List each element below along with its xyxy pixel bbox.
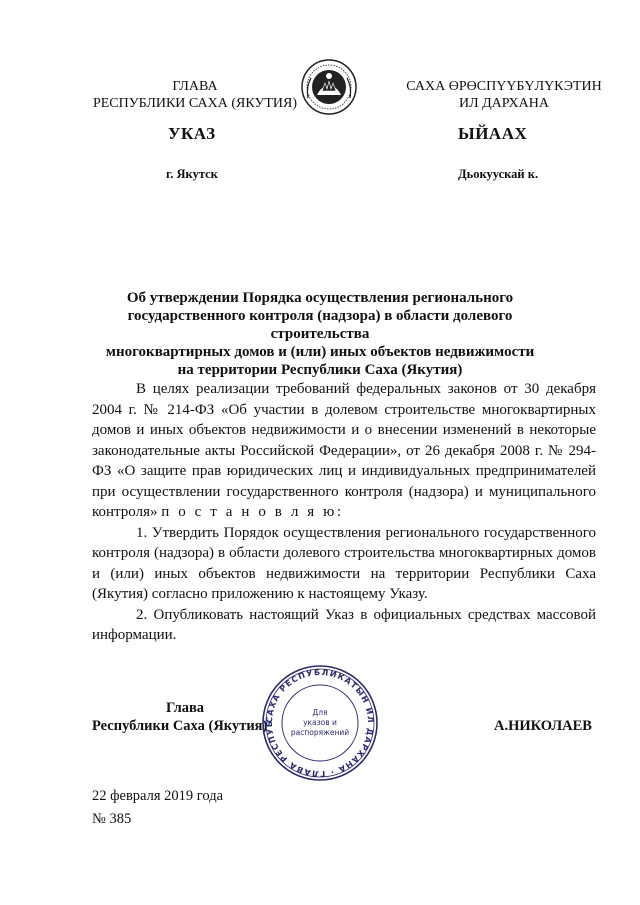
title-line: Об утверждении Порядка осуществления регионального (126, 290, 514, 306)
document-title (90, 289, 550, 379)
paragraph-item-2: 2. Опубликовать настоящий Указ в официальных средствах массовой информации. (92, 606, 596, 643)
signature-title-line1: Глава (166, 700, 205, 716)
document-number: № 385 (92, 811, 132, 827)
header-left (60, 78, 330, 112)
paragraph-item-1: 1. Утвердить Порядок осуществления регионального государственного контроля (надзора) в области долевого строительства многоквартирных домов и (или) иных объектов недвижимости на территории Республики Саха (Якутия) согласно приложению к настоящему Указу. (92, 524, 596, 602)
decree-word: п о с т а н о в л я ю: (161, 504, 344, 520)
stamp-center-line1: Для (312, 708, 328, 717)
title-line: государственного контроля (надзора) в области долевого строительства (127, 308, 513, 342)
header-left-line2: РЕСПУБЛИКИ САХА (ЯКУТИЯ) (92, 96, 298, 111)
title-line: на территории Республики Саха (Якутия) (177, 362, 463, 378)
paragraph-preamble (92, 379, 596, 523)
stamp-center-line3: распоряжений (290, 728, 350, 737)
header-right (388, 78, 620, 112)
stamp-ring-text: САХА РЕСПУБЛИКАТЫН ИЛ ДАРХАНА · ГЛАВА РЕСПУБ (264, 667, 376, 779)
document-body (92, 379, 596, 646)
title-line: многоквартирных домов и (или) иных объектов недвижимости (105, 344, 535, 360)
stamp-center-line2: указов и (303, 718, 337, 727)
signatory-name: А.НИКОЛАЕВ (494, 718, 592, 734)
doc-type-left: УКАЗ (168, 124, 216, 143)
signature-title (92, 699, 272, 735)
document-date: 22 февраля 2019 года (92, 788, 224, 804)
place-left: г. Якутск (166, 167, 218, 181)
header-right-line2: ИЛ ДАРХАНА (458, 96, 549, 111)
official-stamp (260, 663, 380, 783)
header-left-line1: ГЛАВА (172, 79, 218, 94)
coat-of-arms-icon (300, 58, 358, 116)
signature-title-line2: Республики Саха (Якутия) (92, 718, 268, 734)
header-right-line1: САХА ӨРӨСПҮҮБҮЛҮКЭТИН (406, 79, 602, 94)
preamble-text: В целях реализации требований федеральных законов от 30 декабря 2004 г. № 214-ФЗ «Об участии в долевом строительстве многоквартирных домов и иных объектов недвижимости и о внесении изменений в некоторые законодательные акты Российской Федерации», от 26 декабря 2008 г. № 294-ФЗ «О защите прав юридических лиц и индивидуальных предпринимателей при осуществлении государственного контроля (надзора) и муниципального контроля» (92, 381, 596, 520)
doc-type-right: ЫЙААХ (458, 124, 528, 143)
place-right: Дьокуускай к. (458, 167, 539, 181)
